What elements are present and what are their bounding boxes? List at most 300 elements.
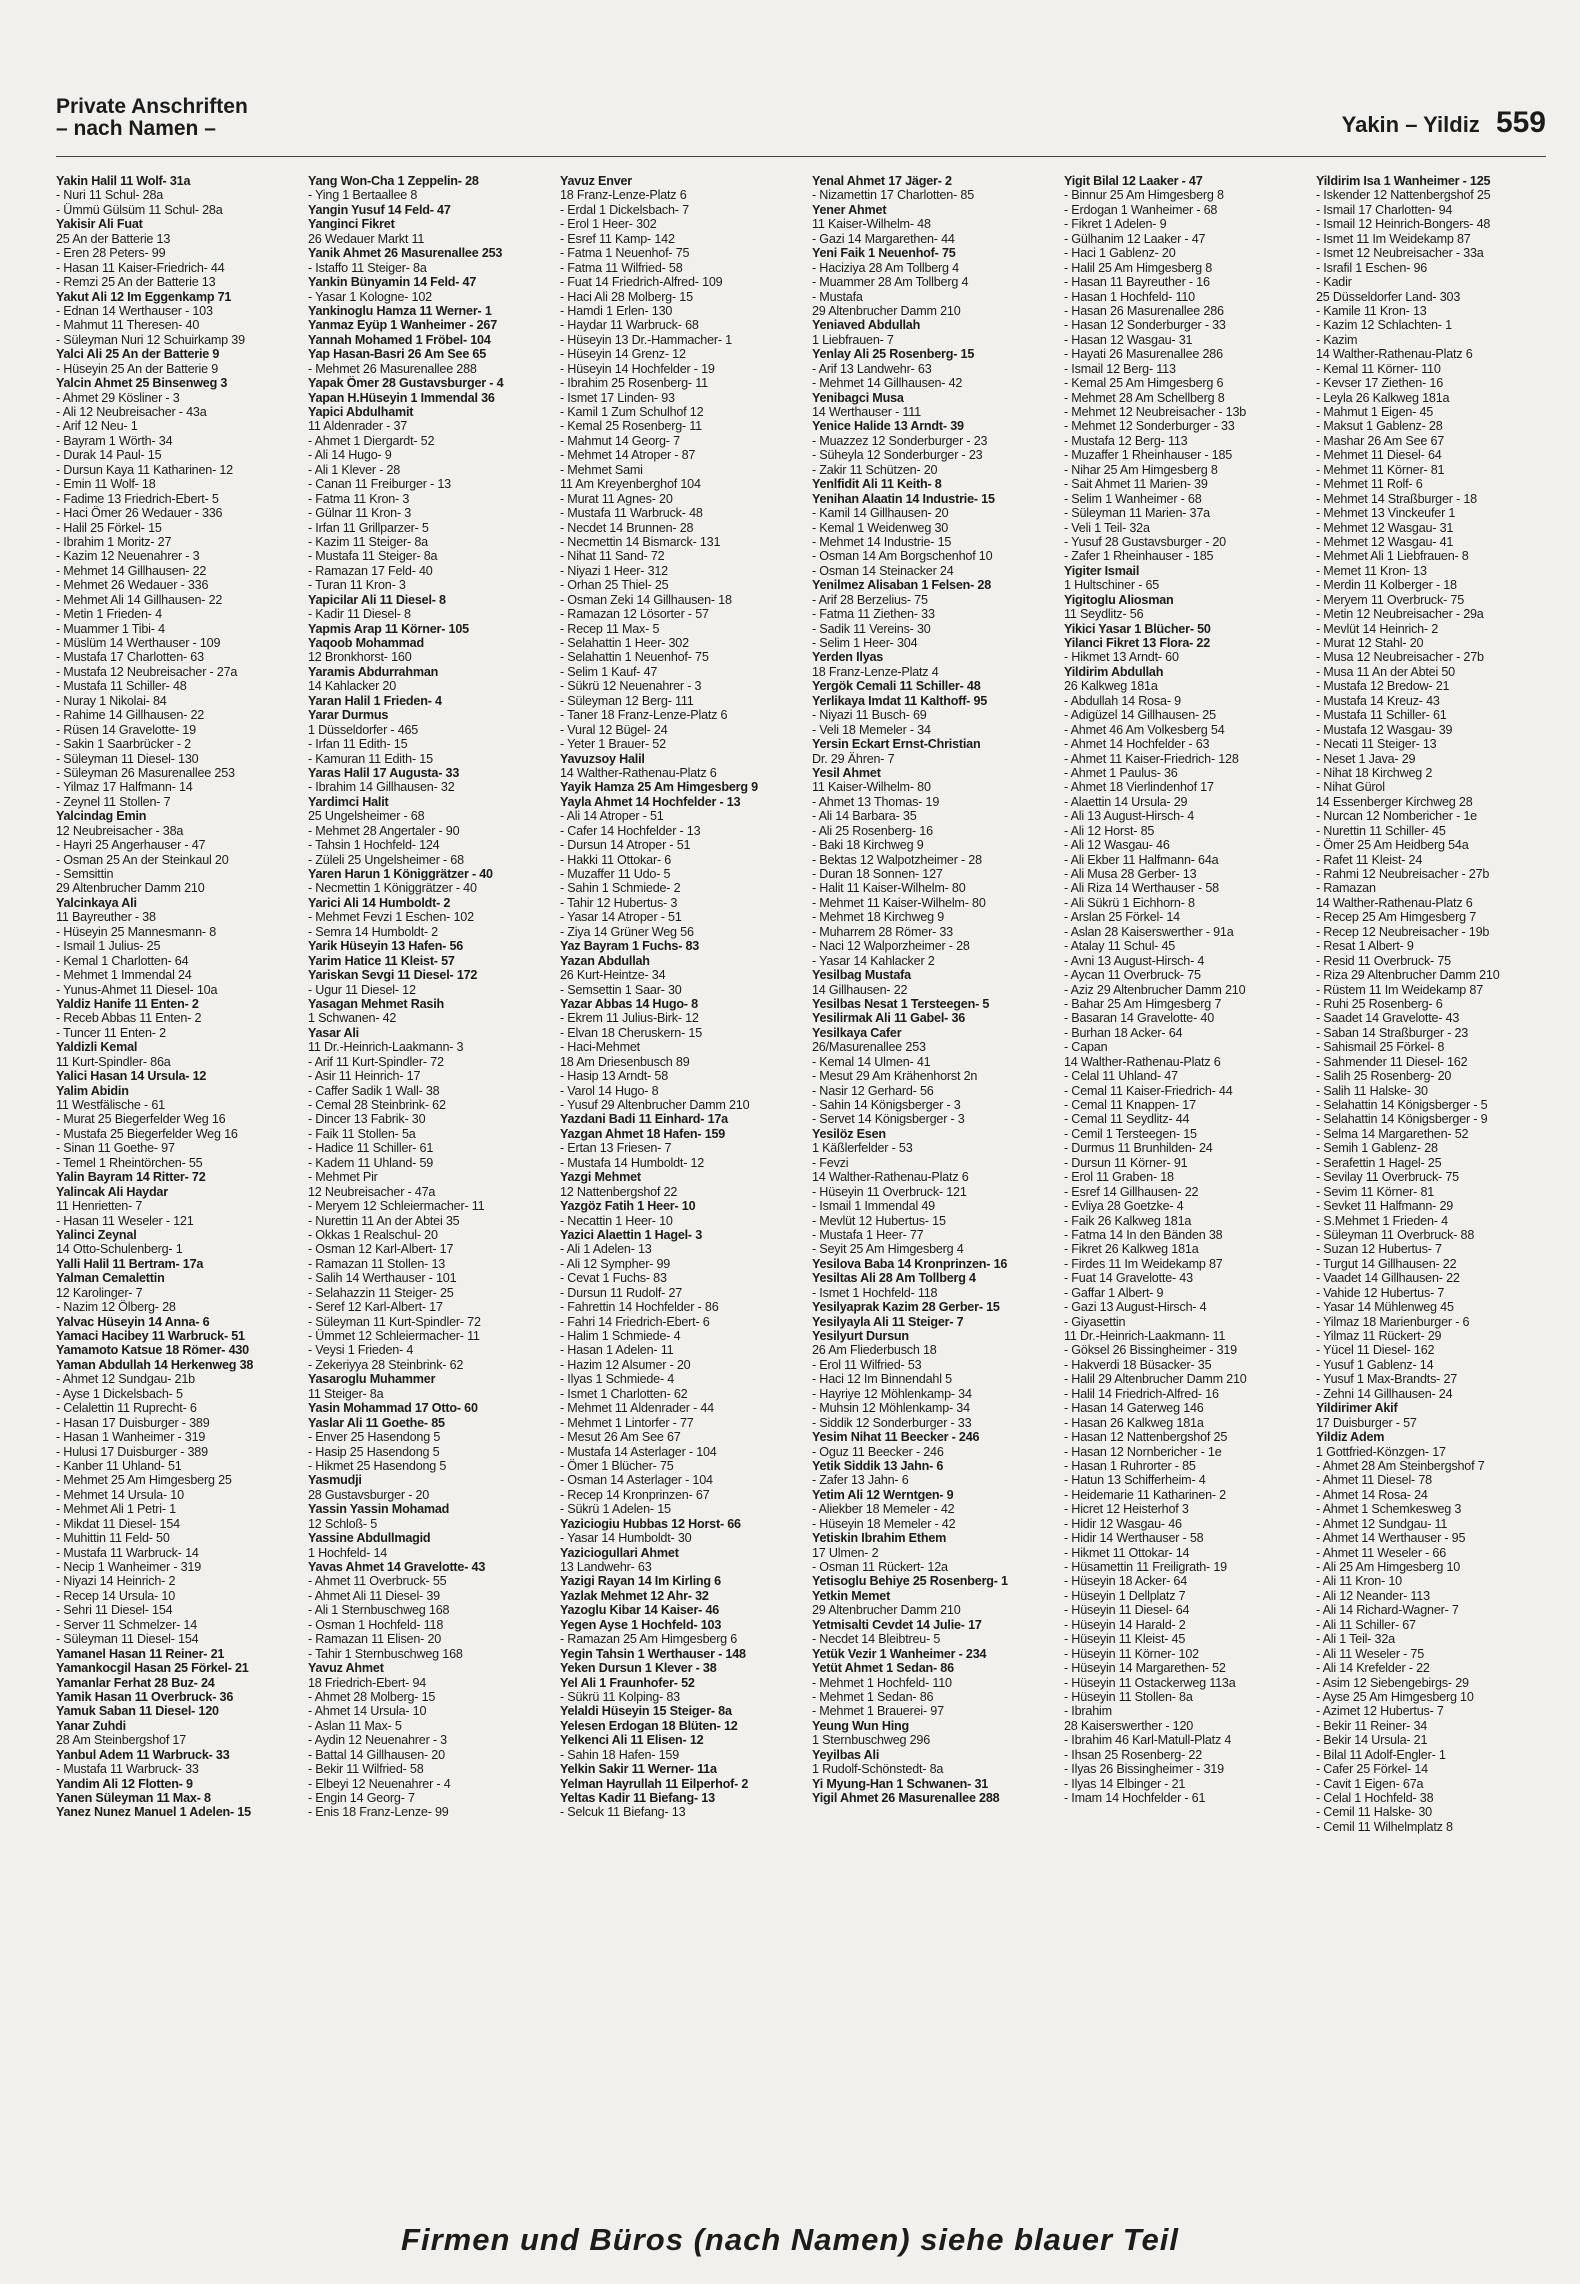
- entry-line: - Mehmet 25 Am Himgesberg 25: [56, 1473, 232, 1488]
- entry-line: - Halim 1 Schmiede- 4: [560, 1329, 681, 1343]
- entry-line: Yenlay Ali 25 Rosenberg- 15: [812, 347, 975, 362]
- entry-line: - Mashar 26 Am See 67: [1316, 433, 1445, 448]
- entry-line: - Ahmet 18 Vierlindenhof 17: [1064, 780, 1214, 795]
- entry-line: Yassine Abdullmagid: [308, 1531, 431, 1546]
- entry-line: Yazdani Badi 11 Einhard- 17a: [560, 1112, 728, 1127]
- entry-line: - Ibrahim: [1064, 1704, 1112, 1719]
- entry-line: Yeni Faik 1 Neuenhof- 75: [812, 246, 956, 261]
- entry-line: - Haci Ali 28 Molberg- 15: [560, 289, 693, 304]
- entry-line: Yesilbag Mustafa: [812, 968, 911, 983]
- entry-line: - Ahmet 12 Sundgau- 21b: [56, 1372, 195, 1387]
- entry-line: 26/Masurenallee 253: [812, 1040, 926, 1055]
- entry-line: - Hidir 12 Wasgau- 46: [1064, 1516, 1182, 1531]
- entry-line: 18 Friedrich-Ebert- 94: [308, 1675, 427, 1690]
- entry-line: - Ayse 1 Dickelsbach- 5: [56, 1386, 183, 1401]
- entry-line: - Ziya 14 Grüner Weg 56: [560, 924, 694, 939]
- entry-line: - Istaffo 11 Steiger- 8a: [308, 260, 427, 275]
- entry-line: - Binnur 25 Am Himgesberg 8: [1064, 188, 1224, 203]
- entry-line: 11 Henrietten- 7: [56, 1199, 143, 1214]
- entry-line: - Mehmet 11 Körner- 81: [1316, 462, 1445, 477]
- entry-line: Yasmudji: [308, 1473, 362, 1488]
- entry-line: - Elvan 18 Cheruskern- 15: [560, 1025, 702, 1040]
- entry-line: - Hazim 12 Alsumer - 20: [560, 1357, 691, 1372]
- entry-line: Yanik Ahmet 26 Masurenallee 253: [308, 246, 503, 261]
- entry-line: - Tahir 1 Sternbuschweg 168: [308, 1646, 463, 1661]
- entry-line: - Mehmet Sami: [560, 462, 643, 477]
- entry-line: Yalincak Ali Haydar: [56, 1184, 168, 1199]
- entry-line: - Burhan 18 Acker- 64: [1064, 1025, 1183, 1040]
- entry-line: Yamik Hasan 11 Overbruck- 36: [56, 1689, 234, 1704]
- entry-line: - Aycan 11 Overbruck- 75: [1064, 968, 1201, 983]
- entry-line: - Vural 12 Bügel- 24: [560, 722, 668, 737]
- entry-line: - Sükrü 12 Neuenahrer - 3: [560, 679, 702, 694]
- entry-line: - Ahmet 14 Rosa- 24: [1316, 1487, 1428, 1502]
- entry-line: - Mehmet 1 Immendal 24: [56, 968, 192, 983]
- entry-line: - Osman 1 Hochfeld- 118: [308, 1617, 444, 1632]
- entry-line: - Osman 11 Rückert- 12a: [812, 1560, 948, 1574]
- entry-line: - Salih 11 Halske- 30: [1316, 1083, 1428, 1098]
- entry-line: Yalli Halil 11 Bertram- 17a: [56, 1256, 204, 1271]
- entry-line: - Ali 25 Am Himgesberg 10: [1316, 1560, 1461, 1574]
- entry-line: Yazar Abbas 14 Hugo- 8: [560, 996, 698, 1011]
- entry-line: - Basaran 14 Gravelotte- 40: [1064, 1011, 1215, 1026]
- entry-line: - Alaettin 14 Ursula- 29: [1064, 794, 1188, 809]
- entry-line: - Halil 25 Förkel- 15: [56, 520, 162, 535]
- entry-line: Yaren Harun 1 Königgrätzer - 40: [308, 867, 493, 881]
- entry-line: - Leyla 26 Kalkweg 181a: [1316, 390, 1450, 405]
- entry-line: - Nihat 18 Kirchweg 2: [1316, 765, 1433, 780]
- entry-line: - Iskender 12 Nattenbergshof 25: [1316, 188, 1491, 203]
- entry-line: Yesiltas Ali 28 Am Tollberg 4: [812, 1271, 976, 1286]
- entry-line: Yankinoglu Hamza 11 Werner- 1: [308, 303, 492, 318]
- entry-line: 25 An der Batterie 13: [56, 231, 171, 246]
- entry-line: - Dursun Kaya 11 Katharinen- 12: [56, 462, 233, 477]
- entry-line: - Sükrü 1 Adelen- 15: [560, 1502, 671, 1517]
- entry-line: - Kemal 11 Körner- 110: [1316, 361, 1441, 376]
- entry-line: - Yasar 14 Kahlacker 2: [812, 953, 935, 968]
- entry-line: 14 Walther-Rathenau-Platz 6: [1316, 895, 1473, 910]
- entry-line: - Cemil 11 Wilhelmplatz 8: [1316, 1819, 1453, 1834]
- entry-line: - Hasan 11 Weseler - 121: [56, 1213, 194, 1228]
- entry-line: - Mustafa 1 Heer- 77: [812, 1227, 924, 1242]
- entry-line: - Mustafa 14 Kreuz- 43: [1316, 693, 1440, 708]
- entry-line: - Murat 11 Agnes- 20: [560, 491, 673, 506]
- entry-line: - Atalay 11 Schul- 45: [1064, 939, 1176, 954]
- entry-line: Yalinci Zeynal: [56, 1227, 137, 1242]
- entry-line: - Tahir 12 Hubertus- 3: [560, 895, 678, 910]
- entry-line: - Caffer Sadik 1 Wall- 38: [308, 1083, 440, 1098]
- entry-line: - Aslan 28 Kaiserswerther - 91a: [1064, 924, 1234, 939]
- entry-line: - Sahin 14 Königsberger - 3: [812, 1098, 961, 1112]
- entry-line: Yamanlar Ferhat 28 Buz- 24: [56, 1675, 215, 1690]
- entry-line: 14 Gillhausen- 22: [812, 982, 908, 997]
- entry-line: - Hüseyin 11 Ostackerweg 113a: [1064, 1675, 1236, 1690]
- entry-line: - Ramazan 11 Stollen- 13: [308, 1256, 446, 1271]
- entry-line: - Osman 12 Karl-Albert- 17: [308, 1242, 454, 1257]
- entry-line: Yesilöz Esen: [812, 1126, 886, 1141]
- entry-line: - Mehmet 11 Kaiser-Wilhelm- 80: [812, 895, 986, 910]
- entry-line: - Ismail 12 Berg- 113: [1064, 361, 1176, 376]
- entry-line: - Hüseyin 18 Memeler - 42: [812, 1516, 956, 1531]
- entry-line: - Kanber 11 Uhland- 51: [56, 1458, 182, 1473]
- entry-line: - Ahmet 12 Sundgau- 11: [1316, 1516, 1448, 1531]
- entry-line: - Faik 26 Kalkweg 181a: [1064, 1213, 1192, 1228]
- entry-line: 26 Kalkweg 181a: [1064, 679, 1158, 694]
- entry-line: - Yusuf 29 Altenbrucher Damm 210: [560, 1098, 750, 1112]
- entry-line: - Hasan 1 Hochfeld- 110: [1064, 289, 1195, 304]
- entry-line: - Bekir 11 Wilfried- 58: [308, 1762, 424, 1777]
- entry-line: - Mahmut 11 Theresen- 40: [56, 318, 200, 333]
- entry-line: - Ugur 11 Diesel- 12: [308, 982, 416, 997]
- entry-line: - Mehmet 12 Wasgau- 31: [1316, 520, 1454, 535]
- entry-line: - Selim 1 Wanheimer - 68: [1064, 491, 1202, 506]
- entry-line: - Niyazi 14 Heinrich- 2: [56, 1574, 176, 1589]
- entry-line: - Fevzi: [812, 1155, 849, 1170]
- entry-line: Yakut Ali 12 Im Eggenkamp 71: [56, 289, 232, 304]
- entry-line: Yakisir Ali Fuat: [56, 217, 143, 232]
- entry-line: - Fatma 11 Wilfried- 58: [560, 260, 683, 275]
- column-2: [308, 174, 554, 2174]
- entry-line: Yavuzsoy Halil: [560, 751, 645, 766]
- entry-line: Yerlikaya Imdat 11 Kalthoff- 95: [812, 693, 988, 708]
- entry-line: - Kadir: [1316, 275, 1352, 290]
- entry-line: Yasin Mohammad 17 Otto- 60: [308, 1401, 478, 1416]
- entry-line: Yassin Yassin Mohamad: [308, 1502, 450, 1517]
- entry-line: 14 Kahlacker 20: [308, 679, 397, 694]
- entry-line: Yapan H.Hüseyin 1 Immendal 36: [308, 390, 495, 405]
- entry-line: 28 Am Steinbergshof 17: [56, 1733, 187, 1748]
- entry-line: - Durmus 11 Brunhilden- 24: [1064, 1141, 1213, 1156]
- entry-line: Yersin Eckart Ernst-Christian: [812, 737, 981, 752]
- entry-line: - Okkas 1 Realschul- 20: [308, 1227, 438, 1242]
- entry-line: Yasaroglu Muhammer: [308, 1372, 436, 1387]
- entry-line: - Recep 12 Neubreisacher - 19b: [1316, 924, 1490, 939]
- entry-line: Yildirim Isa 1 Wanheimer - 125: [1316, 174, 1491, 188]
- entry-line: - Recep 14 Ursula- 10: [56, 1588, 175, 1603]
- entry-line: - Ali 12 Wasgau- 46: [1064, 838, 1170, 853]
- entry-line: - Asir 11 Heinrich- 17: [308, 1069, 421, 1084]
- entry-line: - Hikmet 25 Hasendong 5: [308, 1458, 447, 1473]
- entry-line: 11 Dr.-Heinrich-Laakmann- 3: [308, 1040, 464, 1055]
- header-rule: [56, 156, 1546, 157]
- entry-line: - Mehmet 1 Sedan- 86: [812, 1689, 934, 1704]
- entry-line: 12 Nattenbergshof 22: [560, 1184, 678, 1199]
- entry-line: Yandim Ali 12 Flotten- 9: [56, 1776, 193, 1791]
- entry-line: - Recep 11 Max- 5: [560, 621, 660, 636]
- entry-line: - Ahmet 1 Paulus- 36: [1064, 765, 1178, 780]
- entry-line: - Hidir 14 Werthauser - 58: [1064, 1531, 1204, 1546]
- entry-line: Yalcindag Emin: [56, 809, 147, 824]
- entry-line: - Ahmet 14 Hochfelder - 63: [1064, 737, 1210, 752]
- entry-line: - Ekrem 11 Julius-Birk- 12: [560, 1011, 699, 1026]
- entry-line: - Murat 12 Stahl- 20: [1316, 636, 1424, 650]
- entry-line: Yaqoob Mohammad: [308, 636, 424, 650]
- entry-line: - Hüseyin 14 Margarethen- 52: [1064, 1661, 1226, 1676]
- entry-line: - Ümmet 12 Schleiermacher- 11: [308, 1329, 480, 1343]
- entry-line: - Gülnar 11 Kron- 3: [308, 506, 412, 521]
- entry-line: - Ahmet 11 Overbruck- 55: [308, 1574, 447, 1589]
- entry-line: - Servet 14 Königsberger - 3: [812, 1112, 965, 1127]
- entry-line: - Cemil 1 Tersteegen- 15: [1064, 1126, 1197, 1141]
- entry-line: - Ismet 12 Neubreisacher - 33a: [1316, 246, 1484, 261]
- entry-line: - Muharrem 28 Römer- 33: [812, 924, 953, 939]
- entry-line: 14 Walther-Rathenau-Platz 6: [812, 1170, 969, 1185]
- entry-line: - Hüseyin 25 An der Batterie 9: [56, 361, 219, 376]
- entry-line: - Ali 14 Krefelder - 22: [1316, 1661, 1430, 1676]
- section-title: [56, 96, 248, 140]
- entry-line: - Mehmet 12 Wasgau- 41: [1316, 534, 1454, 549]
- entry-line: - Giyasettin: [1064, 1314, 1126, 1329]
- entry-line: Yi Myung-Han 1 Schwanen- 31: [812, 1776, 989, 1791]
- entry-line: - Haci-Mehmet: [560, 1040, 640, 1055]
- entry-line: - Osman 14 Asterlager - 104: [560, 1473, 713, 1488]
- entry-line: Yilanci Fikret 13 Flora- 22: [1064, 636, 1211, 650]
- entry-line: - Ramazan 11 Elisen- 20: [308, 1632, 442, 1647]
- entry-line: - Hüsamettin 11 Freiligrath- 19: [1064, 1560, 1227, 1574]
- entry-line: Yazgan Ahmet 18 Hafen- 159: [560, 1126, 726, 1141]
- entry-line: - Mehmet 26 Masurenallee 288: [308, 361, 477, 376]
- entry-line: - Ali Sükrü 1 Eichhorn- 8: [1064, 895, 1195, 910]
- entry-line: - Arif 12 Neu- 1: [56, 419, 138, 434]
- entry-line: - Mehmet Ali 14 Gillhausen- 22: [56, 592, 223, 607]
- entry-line: - S.Mehmet 1 Frieden- 4: [1316, 1213, 1448, 1228]
- entry-line: Yenibagci Musa: [812, 390, 904, 405]
- entry-line: Yamamoto Katsue 18 Römer- 430: [56, 1343, 249, 1358]
- entry-line: - Baki 18 Kirchweg 9: [812, 838, 924, 853]
- entry-line: - Eren 28 Peters- 99: [56, 246, 166, 261]
- entry-line: - Sevim 11 Körner- 81: [1316, 1184, 1435, 1199]
- entry-line: Yazgöz Fatih 1 Heer- 10: [560, 1199, 696, 1214]
- entry-line: - Sahin 18 Hafen- 159: [560, 1747, 680, 1762]
- entry-line: - Bayram 1 Wörth- 34: [56, 433, 173, 448]
- entry-line: - Ali 12 Sympher- 99: [560, 1256, 671, 1271]
- entry-line: - Ismail 1 Julius- 25: [56, 939, 161, 954]
- entry-line: 1 Hultschiner - 65: [1064, 578, 1160, 593]
- entry-line: - Mehmet 14 Atroper - 87: [560, 448, 696, 463]
- entry-line: - Arif 11 Kurt-Spindler- 72: [308, 1054, 444, 1069]
- entry-line: - Mahmut 14 Georg- 7: [560, 433, 680, 448]
- entry-line: Yetmisalti Cevdet 14 Julie- 17: [812, 1617, 982, 1632]
- entry-line: - Nuray 1 Nikolai- 84: [56, 693, 167, 708]
- entry-line: - Bekir 11 Reiner- 34: [1316, 1718, 1428, 1733]
- entry-line: - Fikret 26 Kalkweg 181a: [1064, 1242, 1199, 1257]
- entry-line: 11 Bayreuther - 38: [56, 910, 156, 925]
- entry-line: - Hüseyin 25 Mannesmann- 8: [56, 924, 217, 939]
- entry-line: - Server 11 Schmelzer- 14: [56, 1617, 198, 1632]
- entry-line: - Mustafa 11 Warbruck- 14: [56, 1545, 199, 1560]
- entry-line: - Süleyman 11 Marien- 37a: [1064, 506, 1210, 521]
- entry-line: - Durak 14 Paul- 15: [56, 448, 162, 463]
- entry-line: - Fikret 1 Adelen- 9: [1064, 217, 1167, 232]
- entry-line: - Seyit 25 Am Himgesberg 4: [812, 1242, 964, 1257]
- entry-line: - Memet 11 Kron- 13: [1316, 563, 1427, 578]
- entry-line: - Hasan 1 Wanheimer - 319: [56, 1430, 206, 1445]
- entry-line: - Mehmet 12 Neubreisacher - 13b: [1064, 405, 1247, 419]
- entry-line: Yarar Durmus: [308, 708, 389, 723]
- entry-line: Yangin Yusuf 14 Feld- 47: [308, 202, 451, 217]
- entry-line: - Muammer 28 Am Tollberg 4: [812, 275, 969, 290]
- entry-line: - Müslüm 14 Werthauser - 109: [56, 636, 221, 650]
- column-1: [56, 174, 302, 2174]
- entry-line: - Enver 25 Hasendong 5: [308, 1430, 441, 1445]
- entry-line: - Zakir 11 Schützen- 20: [812, 462, 938, 477]
- entry-line: - Mevlüt 12 Hubertus- 15: [812, 1213, 946, 1228]
- entry-line: - Rüsen 14 Gravelotte- 19: [56, 722, 196, 737]
- entry-line: - Sahmender 11 Diesel- 162: [1316, 1054, 1468, 1069]
- entry-line: - Kemal 14 Ulmen- 41: [812, 1054, 931, 1069]
- entry-line: - Haciziya 28 Am Tollberg 4: [812, 260, 959, 275]
- entry-line: Yarici Ali 14 Humboldt- 2: [308, 895, 451, 910]
- entry-line: - Esref 11 Kamp- 142: [560, 231, 675, 246]
- entry-line: 17 Duisburger - 57: [1316, 1415, 1417, 1430]
- entry-line: - Osman 14 Am Borgschenhof 10: [812, 549, 993, 564]
- entry-line: - Mustafa 11 Warbruck- 48: [560, 506, 703, 521]
- entry-line: - Sehri 11 Diesel- 154: [56, 1603, 173, 1618]
- entry-line: - Hasan 12 Nattenbergshof 25: [1064, 1430, 1228, 1445]
- entry-line: - Ibrahim 25 Rosenberg- 11: [560, 376, 708, 391]
- entry-line: Yarik Hüseyin 13 Hafen- 56: [308, 939, 464, 954]
- entry-line: - Tahsin 1 Hochfeld- 124: [308, 838, 440, 853]
- entry-line: Yanbul Adem 11 Warbruck- 33: [56, 1747, 230, 1762]
- entry-line: - Mehmet 11 Diesel- 64: [1316, 448, 1442, 463]
- entry-line: Yegin Tahsin 1 Werthauser - 148: [560, 1646, 746, 1661]
- entry-line: 14 Walther-Rathenau-Platz 6: [1064, 1054, 1221, 1069]
- entry-line: - Yusuf 1 Gablenz- 14: [1316, 1357, 1434, 1372]
- entry-line: - Ertan 13 Friesen- 7: [560, 1141, 672, 1156]
- entry-line: Yigil Ahmet 26 Masurenallee 288: [812, 1791, 1000, 1805]
- entry-line: - Hüseyin 11 Diesel- 64: [1064, 1603, 1190, 1618]
- entry-line: Yarim Hatice 11 Kleist- 57: [308, 953, 455, 968]
- entry-line: - Kemal 1 Weidenweg 30: [812, 520, 949, 535]
- entry-line: - Fatma 1 Neuenhof- 75: [560, 246, 690, 261]
- entry-line: - Ali 1 Teil- 32a: [1316, 1632, 1395, 1647]
- entry-line: Yesilyayla Ali 11 Steiger- 7: [812, 1314, 964, 1329]
- section-title-line2: – nach Namen –: [56, 117, 216, 140]
- entry-line: - Ümmü Gülsüm 11 Schul- 28a: [56, 202, 223, 217]
- entry-line: Yanez Nunez Manuel 1 Adelen- 15: [56, 1805, 251, 1820]
- entry-line: Yapici Abdulhamit: [308, 405, 414, 419]
- entry-line: Yalman Cemalettin: [56, 1271, 165, 1286]
- entry-line: - Hüseyin 11 Stollen- 8a: [1064, 1689, 1193, 1704]
- entry-line: - Ali 1 Klever - 28: [308, 462, 401, 477]
- entry-line: - Resat 1 Albert- 9: [1316, 939, 1414, 954]
- entry-line: Yaran Halil 1 Frieden- 4: [308, 693, 442, 708]
- entry-line: - Mehmet 1 Hochfeld- 110: [812, 1675, 952, 1690]
- entry-line: 1 Rudolf-Schönstedt- 8a: [812, 1762, 944, 1777]
- entry-line: - Metin 1 Frieden- 4: [56, 607, 162, 622]
- entry-line: - Hüseyin 1 Dellplatz 7: [1064, 1588, 1186, 1603]
- entry-line: 1 Käßlerfelder - 53: [812, 1141, 913, 1156]
- entry-line: - Sahin 1 Schmiede- 2: [560, 881, 681, 896]
- entry-line: - Hüseyin 13 Dr.-Hammacher- 1: [560, 332, 732, 347]
- entry-line: - Selahattin 1 Neuenhof- 75: [560, 650, 709, 665]
- entry-line: - Turgut 14 Gillhausen- 22: [1316, 1256, 1457, 1271]
- entry-line: Yikici Yasar 1 Blücher- 50: [1064, 621, 1211, 636]
- section-title-line1: Private Anschriften: [56, 95, 248, 118]
- entry-line: - Musa 11 An der Abtei 50: [1316, 664, 1455, 679]
- entry-line: - Hüseyin 11 Overbruck- 121: [812, 1184, 967, 1199]
- entry-line: - Mustafa 14 Humboldt- 12: [560, 1155, 705, 1170]
- entry-line: Yapmis Arap 11 Körner- 105: [308, 621, 469, 636]
- entry-line: Yeken Dursun 1 Klever - 38: [560, 1661, 717, 1676]
- entry-line: - Remzi 25 An der Batterie 13: [56, 275, 216, 290]
- entry-line: 1 Düsseldorfer - 465: [308, 722, 419, 737]
- entry-line: - Zekeriyya 28 Steinbrink- 62: [308, 1357, 464, 1372]
- entry-line: - Salih 14 Werthauser - 101: [308, 1271, 457, 1286]
- entry-line: - Kamil 1 Zum Schulhof 12: [560, 405, 704, 419]
- entry-line: - Sahismail 25 Förkel- 8: [1316, 1040, 1445, 1055]
- entry-line: Yesilyaprak Kazim 28 Gerber- 15: [812, 1300, 1000, 1315]
- entry-line: - Veli 1 Teil- 32a: [1064, 520, 1150, 535]
- entry-line: - Fahrettin 14 Hochfelder - 86: [560, 1300, 719, 1315]
- entry-line: - Süheyla 12 Sonderburger - 23: [812, 448, 983, 463]
- entry-line: Yavuz Ahmet: [308, 1661, 384, 1676]
- entry-line: - Battal 14 Gillhausen- 20: [308, 1747, 445, 1762]
- entry-line: - Yilmaz 17 Halfmann- 14: [56, 780, 193, 795]
- entry-line: Yigit Bilal 12 Laaker - 47: [1064, 174, 1203, 188]
- column-6: [1316, 174, 1562, 2174]
- entry-line: - Fadime 13 Friedrich-Ebert- 5: [56, 491, 219, 506]
- entry-line: - Hüseyin 14 Hochfelder - 19: [560, 361, 715, 376]
- entry-line: - Hasan 17 Duisburger - 389: [56, 1415, 210, 1430]
- entry-line: - Selcuk 11 Biefang- 13: [560, 1805, 686, 1820]
- entry-line: - Cemil 11 Halske- 30: [1316, 1805, 1432, 1820]
- entry-line: - Hasan 12 Wasgau- 31: [1064, 332, 1193, 347]
- entry-line: 12 Neubreisacher - 38a: [56, 823, 184, 838]
- entry-line: - Süleyman 26 Masurenallee 253: [56, 765, 235, 780]
- entry-line: - Sait Ahmet 11 Marien- 39: [1064, 477, 1208, 492]
- entry-line: - Aziz 29 Altenbrucher Damm 210: [1064, 982, 1246, 997]
- entry-line: - Sevilay 11 Overbruck- 75: [1316, 1170, 1459, 1185]
- entry-line: 14 Werthauser - 111: [812, 405, 921, 419]
- entry-line: - Enis 18 Franz-Lenze- 99: [308, 1805, 449, 1820]
- entry-line: - Vaadet 14 Gillhausen- 22: [1316, 1271, 1460, 1286]
- entry-line: - Ilyas 1 Schmiede- 4: [560, 1372, 675, 1387]
- entry-line: - Osman 14 Steinacker 24: [812, 563, 954, 578]
- entry-line: - Fatma 14 In den Bänden 38: [1064, 1227, 1223, 1242]
- entry-line: Yazici Alaettin 1 Hagel- 3: [560, 1227, 703, 1242]
- entry-line: - Gazi 13 August-Hirsch- 4: [1064, 1300, 1207, 1315]
- entry-line: 12 Karolinger- 7: [56, 1285, 143, 1300]
- entry-line: - Aliekber 18 Memeler - 42: [812, 1502, 955, 1517]
- entry-line: Yener Ahmet: [812, 202, 887, 217]
- entry-line: - Bilal 11 Adolf-Engler- 1: [1316, 1747, 1446, 1762]
- entry-line: 11 Kaiser-Wilhelm- 48: [812, 217, 931, 232]
- entry-line: Yenal Ahmet 17 Jäger- 2: [812, 174, 952, 188]
- entry-line: - Cevat 1 Fuchs- 83: [560, 1271, 667, 1286]
- entry-line: 18 Franz-Lenze-Platz 6: [560, 188, 687, 203]
- entry-line: - Ibrahim 46 Karl-Matull-Platz 4: [1064, 1733, 1232, 1748]
- entry-line: - Semsittin: [56, 867, 114, 881]
- entry-line: - Gazi 14 Margarethen- 44: [812, 231, 955, 246]
- entry-line: - Selma 14 Margarethen- 52: [1316, 1126, 1469, 1141]
- entry-line: - Ahmet 14 Ursula- 10: [308, 1704, 427, 1719]
- entry-line: - Muammer 1 Tibi- 4: [56, 621, 165, 636]
- entry-line: - Hüseyin 11 Kleist- 45: [1064, 1632, 1186, 1647]
- entry-line: - Ali 11 Kron- 10: [1316, 1574, 1402, 1589]
- entry-line: - Kadem 11 Uhland- 59: [308, 1155, 434, 1170]
- entry-line: - Ahmet 1 Schemkesweg 3: [1316, 1502, 1462, 1517]
- entry-line: - Fatma 11 Ziethen- 33: [812, 607, 935, 622]
- entry-line: Yaman Abdullah 14 Herkenweg 38: [56, 1357, 254, 1372]
- entry-line: - Necmettin 1 Königgrätzer - 40: [308, 881, 477, 896]
- entry-line: - Necdet 14 Bleibtreu- 5: [812, 1632, 941, 1647]
- entry-line: 1 Sternbuschweg 296: [812, 1733, 931, 1748]
- entry-line: - Vahide 12 Hubertus- 7: [1316, 1285, 1445, 1300]
- entry-line: - Ramazan 17 Feld- 40: [308, 563, 433, 578]
- entry-line: Yariskan Sevgi 11 Diesel- 172: [308, 968, 478, 983]
- entry-line: Yaziciogullari Ahmet: [560, 1545, 679, 1560]
